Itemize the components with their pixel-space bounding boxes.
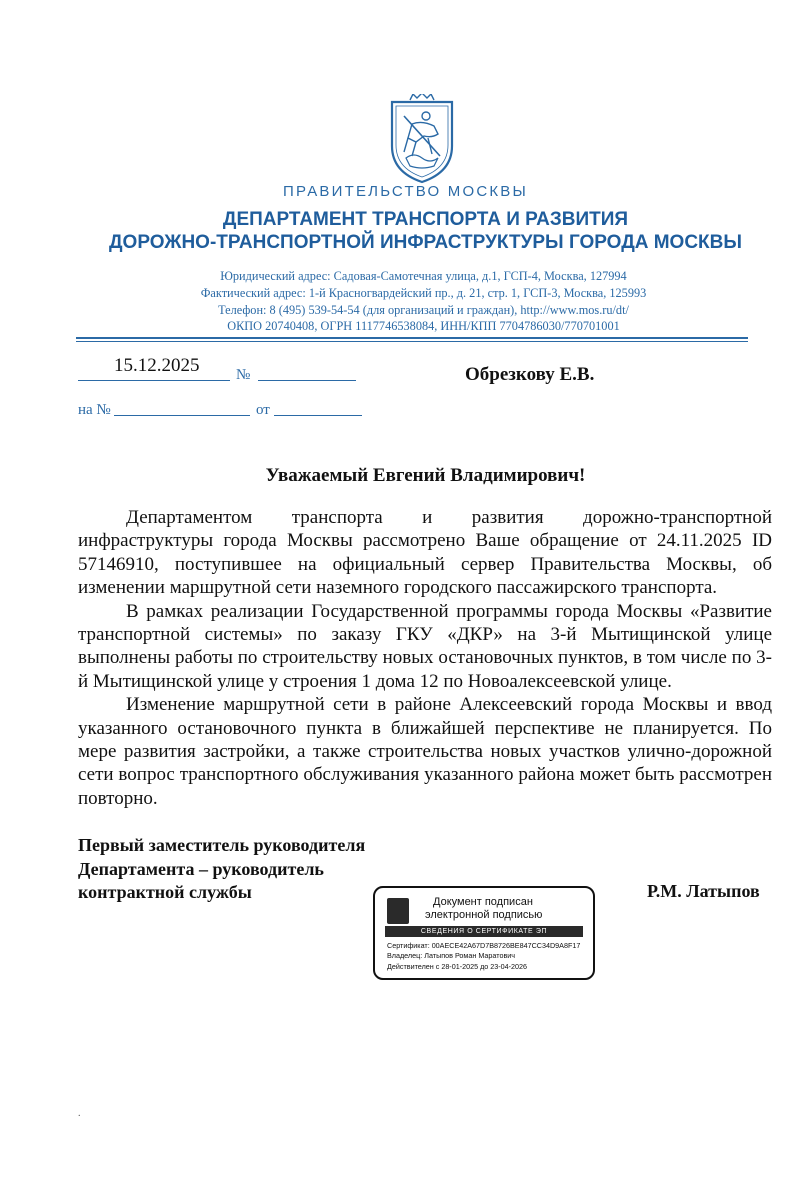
- number-underline: [258, 380, 356, 381]
- salutation: Уважаемый Евгений Владимирович!: [265, 465, 586, 486]
- position-line: Департамента – руководитель: [78, 858, 324, 879]
- position-line: контрактной службы: [78, 882, 252, 902]
- paragraph: В рамках реализации Государственной программы города Москвы «Развитие транспортной системы» по заказу ГКУ «ДКР» на 3-й Мытищинской улице выполнены работы по строительству новых остановочных пунктов, в том числе по 3-й Мытищинской улице у строения 1 дома 12 по Новоалексеевской улице.: [78, 600, 772, 692]
- stamp-title-line1: Документ подписан: [433, 896, 533, 908]
- letter-body: [78, 506, 772, 810]
- header-divider-thin: [76, 341, 748, 342]
- in-reply-underline: [114, 415, 250, 416]
- position-line: Первый заместитель руководителя: [78, 835, 366, 855]
- page-mark: .: [78, 1108, 81, 1119]
- e-signature-stamp: [373, 886, 595, 980]
- certificate-owner: Владелец: Латыпов Роман Маратович: [387, 951, 516, 960]
- certificate-validity: Действителен с 28-01-2025 до 23-04-2026: [387, 962, 528, 971]
- department-name-line2: ДОРОЖНО-ТРАНСПОРТНОЙ ИНФРАСТРУКТУРЫ ГОРОДА МОСКВЫ: [109, 232, 742, 253]
- actual-address: Фактический адрес: 1-й Красногвардейский пр., д. 21, стр. 1, ГСП-3, Москва, 125993: [200, 286, 647, 300]
- paragraph: Департаментом транспорта и развития дорожно-транспортной инфраструктуры города Москвы рассмотрено Ваше обращение от 24.11.2025 ID 57146910, поступившее на официальный сервер Правительства Москвы, об изменении маршрутной сети наземного городского пассажирского транспорта.: [78, 507, 772, 599]
- addressee: Обрезкову Е.В.: [465, 364, 595, 385]
- legal-address: Юридический адрес: Садовая-Самотечная улица, д.1, ГСП-4, Москва, 127994: [220, 269, 627, 283]
- phone-line: Телефон: 8 (495) 539-54-54 (для организаций и граждан), http://www.mos.ru/dt/: [218, 303, 629, 317]
- paragraph: Изменение маршрутной сети в районе Алексеевский города Москвы и ввод указанного остановочного пункта в ближайшей перспективе не планируется. По мере развития застройки, а также строительства новых участков улично-дорожной сети вопрос транспортного обслуживания указанного района может быть рассмотрен повторно.: [78, 694, 772, 809]
- moscow-coat-of-arms-icon: [382, 94, 462, 186]
- certificate-header: СВЕДЕНИЯ О СЕРТИФИКАТЕ ЭП: [385, 926, 583, 937]
- department-name-line1: ДЕПАРТАМЕНТ ТРАНСПОРТА И РАЗВИТИЯ: [222, 209, 629, 230]
- emblem-icon: [387, 898, 409, 924]
- signatory-name: Р.М. Латыпов: [647, 881, 760, 901]
- document-date: 15.12.2025: [114, 355, 200, 376]
- registration-codes: ОКПО 20740408, ОГРН 1117746538084, ИНН/КПП 7704786030/770701001: [227, 319, 620, 333]
- stamp-title-line2: электронной подписью: [425, 909, 543, 921]
- signatory-position: [78, 834, 365, 905]
- from-underline: [274, 415, 362, 416]
- header-divider: [76, 337, 748, 339]
- in-reply-label: на №: [78, 402, 111, 418]
- date-underline: [78, 380, 230, 381]
- government-name: ПРАВИТЕЛЬСТВО МОСКВЫ: [283, 183, 528, 200]
- certificate-number: Сертификат: 00AECE42A67D7B8726BE847CC34D9A8F17: [387, 941, 581, 950]
- from-label: от: [256, 402, 270, 418]
- number-label: №: [236, 367, 251, 383]
